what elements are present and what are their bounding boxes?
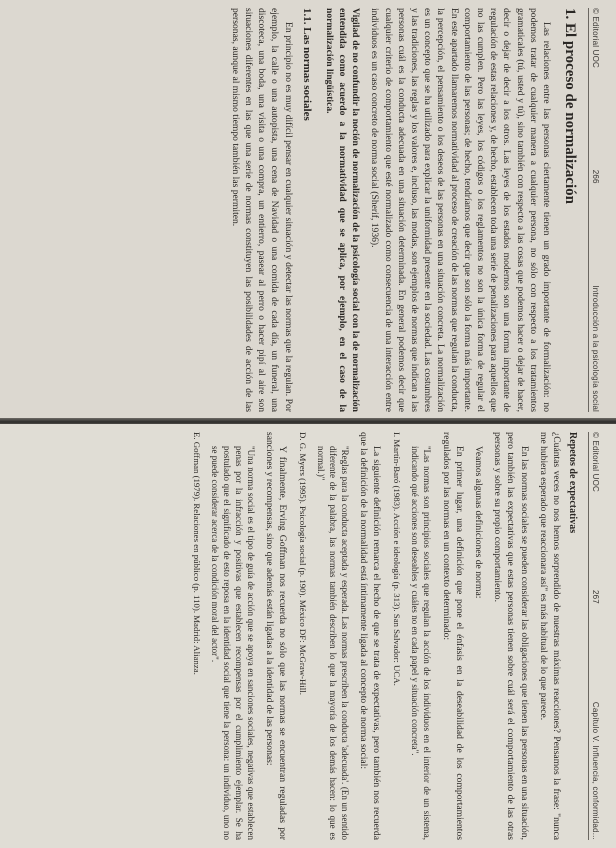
page-number: 267 xyxy=(591,590,600,604)
running-header xyxy=(588,432,600,840)
right-page-content xyxy=(12,432,600,840)
body-paragraph: La siguiente definición remarca el hecho de que se trata de expectativas, pero también nos recuerda que la definición de la normalidad está íntimamente ligada al concepto de norma social: xyxy=(358,432,383,840)
box-title: Repetos de expectativas xyxy=(567,432,578,534)
left-page-content xyxy=(12,8,600,412)
reference: E. Goffman (1979). Relaciones en público (p. 110). Madrid: Alianza. xyxy=(191,432,202,675)
chapter-running-title: Capítulo V. Influencia, conformidad... xyxy=(591,701,600,840)
body-paragraph: En las normas sociales se pueden considerar las obligaciones que tienen las personas en una situación, pero también las expectativas que estas personas tienen sobre cuál será el comportamiento de las otras personas y sobre su propio comportamiento. xyxy=(492,432,530,840)
running-header xyxy=(588,8,600,412)
reference: D. G. Myers (1995). Psicología social (p. 190). México DF: McGraw-Hill. xyxy=(297,432,308,695)
right-page xyxy=(0,424,616,848)
chapter-title: 1. El proceso de normalización xyxy=(562,8,578,204)
quote: "Una norma social es el tipo de guía de acción que se apoya en sanciones sociales, negativas que establecen penas por la infracción y positivas que establecen recompensas por el cumplimiento ejemplar. Se ha postulado que el significado de esto reposa en la identidad social que tiene la persona: un individuo, uno no se puede considerar acerca de la condición moral del actor". xyxy=(209,446,256,840)
page-number: 266 xyxy=(591,169,600,184)
body-paragraph: Veamos algunas definiciones de norma: xyxy=(472,446,484,599)
section-title: 1.1. Las normas sociales xyxy=(300,8,313,121)
left-page xyxy=(0,0,616,420)
publisher-credit: © Editorial UOC xyxy=(591,432,600,493)
quote: "Las normas son principios sociales que regulan la acción de los individuos en el interior de un sistema, indicando qué acciones son deseables y cuáles no en cada papel y situación concreta". xyxy=(410,446,433,840)
book-title: Introducción a la psicología social xyxy=(591,285,600,412)
margin-note: Vigilad de no confundir la noción de normalización de la psicología social con la de normalización entendida como acuerdo a la normatividad que se aplica, por ejemplo, en el caso de la normalización lingüística. xyxy=(323,8,362,412)
quote: "Reglas para la conducta aceptada y esperada. Las normas prescriben la conducta 'adecuada'. (En un sentido diferente de la palabra, las normas también describen lo que la mayoría de los demás hacen: lo que es normal.)" xyxy=(315,446,350,840)
body-paragraph: En primer lugar, una definición que pone el énfasis en la deseabilidad de los comportamientos regulados por las normas en un contexto determinado: xyxy=(440,432,465,840)
body-paragraph: Y finalmente, Erving Goffman nos recuerda no sólo que las normas se encuentran reguladas por sanciones y recompensas, sino que además están ligadas a la identidad de las personas: xyxy=(263,432,288,840)
body-paragraph: Las relaciones entre las personas ciertamente tienen un grado importante de formalización: no podemos tratar de cualquier manera a cualquier persona, no sólo con respecto a los tratamientos gramaticales (tú, usted y tú), sino también con respecto a las cosas que podemos hacer o dejar de hacer, decir o dejar de decir a los otros. Las leyes de los estados modernos son una forma importante de regulación de estas relaciones y, de hecho, establecen toda una serie de penalizaciones para aquellos que no las cumplen. Pero las leyes, los códigos o los reglamentos no son la única forma de regular el comportamiento de las personas; de hecho, tendríamos que decir que son sólo la forma más importante. En este apartado llamaremos normatividad al proceso de creación de las normas que regulan la conducta, la percepción, el pensamiento o los deseos de las personas en una situación concreta. La normalización es un concepto que se ha utilizado para explicar la uniformidad presente en la sociedad. Las costumbres y las tradiciones, las reglas y los valores e, incluso, las modas, son ejemplos de normas que indican a las personas cuál es la conducta adecuada en una situación determinada. En general podemos decir que cualquier criterio de comportamiento que esté normalizado como consecuencia de una interacción entre individuos es un caso concreto de norma social (Sherif, 1936). xyxy=(369,8,552,412)
box-paragraph: ¿Cuántas veces no nos hemos sorprendido de nuestras máximas reacciones? Pensamos la frase: "nunca me hubiera esperado que reaccionara así" es más habitual de lo que parece. xyxy=(537,432,562,840)
reference: I. Martín-Baró (1983). Acción e ideología (p. 313). San Salvador: UCA. xyxy=(392,432,403,686)
body-paragraph: En principio no es muy difícil pensar en cualquier situación y detectar las normas que la regulan. Por ejemplo, la calle o una autopista, una cena de Navidad o una comida de cada día, un funeral, una discoteca, una boda, una visita o una compra, un entierro, pasear al perro o hacer pipí al aire son situaciones diferentes en las que una serie de normas constituyen las posibilidades de acción de las personas, aunque al mismo tiempo también las permiten. xyxy=(229,8,294,412)
publisher-credit: © Editorial UOC xyxy=(591,8,600,69)
